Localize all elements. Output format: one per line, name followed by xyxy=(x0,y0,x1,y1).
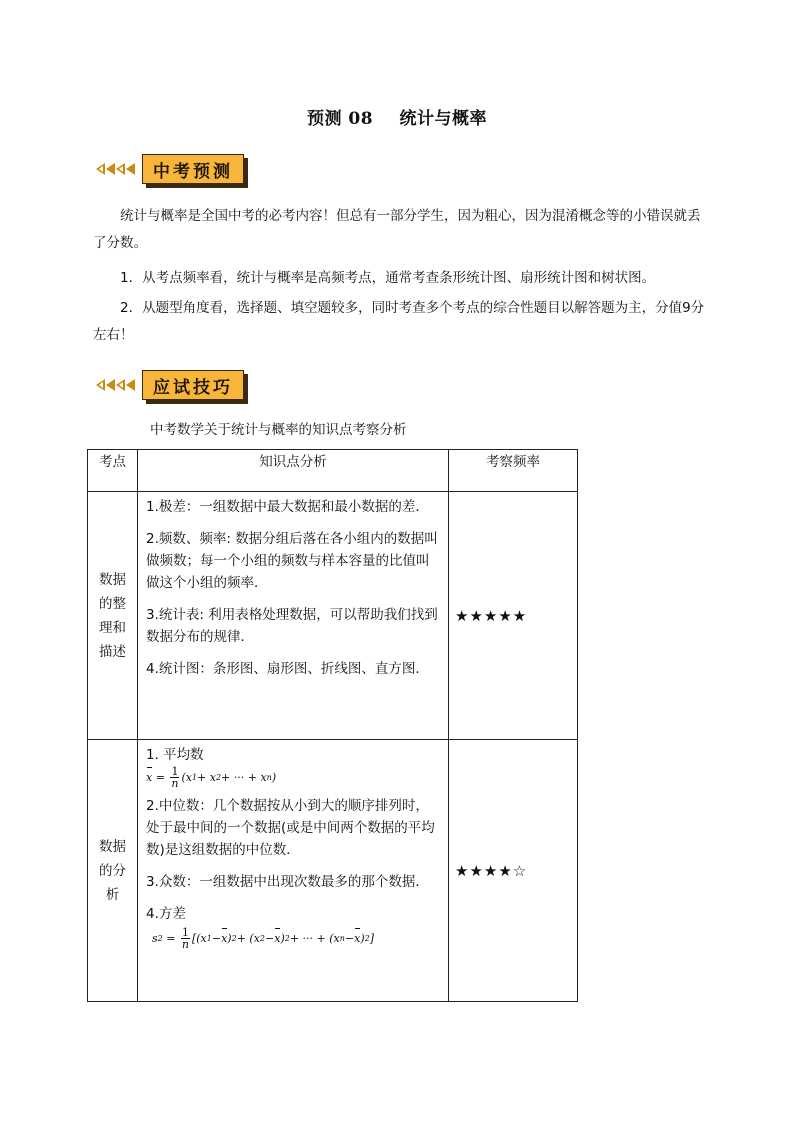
header-cell: 考点 xyxy=(88,450,138,492)
intro-point-2: 2．从题型角度看，选择题、填空题较多，同时考查多个考点的综合性题目以解答题为主，分值9分左右！ xyxy=(93,300,705,343)
rating-stars: ★★★★★ xyxy=(449,492,578,740)
section-badge: 中考预测 xyxy=(142,154,244,184)
point-item: 2.频数、频率: 数据分组后落在各小组内的数据叫做频数；每一个小组的频数与样本容量的比值叫做这个小组的频率． xyxy=(146,531,438,591)
point-item: 1.极差：一组数据中最大数据和最小数据的差． xyxy=(146,499,429,515)
intro-paragraph: 统计与概率是全国中考的必考内容！但总有一部分学生，因为粗心，因为混淆概念等的小错误就丢了分数。 xyxy=(93,208,701,251)
intro-point-1: 1．从考点频率看，统计与概率是高频考点，通常考查条形统计图、扇形统计图和树状图。 xyxy=(120,270,656,286)
section-badge: 应试技巧 xyxy=(142,370,244,400)
double-arrow-icon xyxy=(96,163,136,175)
variance-formula: s 2 = $\frac{1}{n}$ [(x 1 − x ) 2 + (x 2 − x ) 2 + ··· + (x n − x ) 2 ] xyxy=(152,926,375,951)
header-cell: 考察频率 xyxy=(449,450,578,492)
title-topic: 统计与概率 xyxy=(399,109,487,129)
mean-formula: x = $\frac{1}{n}$ (x 1 + x 2 + ··· + x n ) xyxy=(146,765,277,790)
point-item: 3.众数：一组数据中出现次数最多的那个数据． xyxy=(146,874,429,890)
point-item: 4.方差 xyxy=(146,906,186,922)
section-heading-tips xyxy=(96,368,244,402)
table-row xyxy=(88,492,578,740)
point-item: 2.中位数：几个数据按从小到大的顺序排列时，处于最中间的一个数据(或是中间两个数据的平均数)是这组数据的中位数． xyxy=(146,798,435,858)
topic-cell: 数据的整理和描述 xyxy=(88,492,138,740)
table-caption: 中考数学关于统计与概率的知识点考察分析 xyxy=(150,422,407,438)
header-cell: 知识点分析 xyxy=(138,450,449,492)
points-cell xyxy=(138,740,449,1002)
table-row xyxy=(88,740,578,1002)
knowledge-table xyxy=(87,449,578,1002)
rating-stars: ★★★★☆ xyxy=(449,740,578,1002)
title-prefix: 预测 08 xyxy=(307,109,374,129)
points-cell xyxy=(138,492,449,740)
point-item: 4.统计图：条形图、扇形图、折线图、直方图． xyxy=(146,661,429,677)
page-title xyxy=(0,104,794,129)
topic-cell: 数据的分析 xyxy=(88,740,138,1002)
point-item: 1. 平均数 xyxy=(146,747,204,763)
point-item: 3.统计表: 利用表格处理数据，可以帮助我们找到数据分布的规律． xyxy=(146,607,438,645)
section-heading-prediction xyxy=(96,152,244,186)
double-arrow-icon xyxy=(96,379,136,391)
table-header-row xyxy=(88,450,578,492)
